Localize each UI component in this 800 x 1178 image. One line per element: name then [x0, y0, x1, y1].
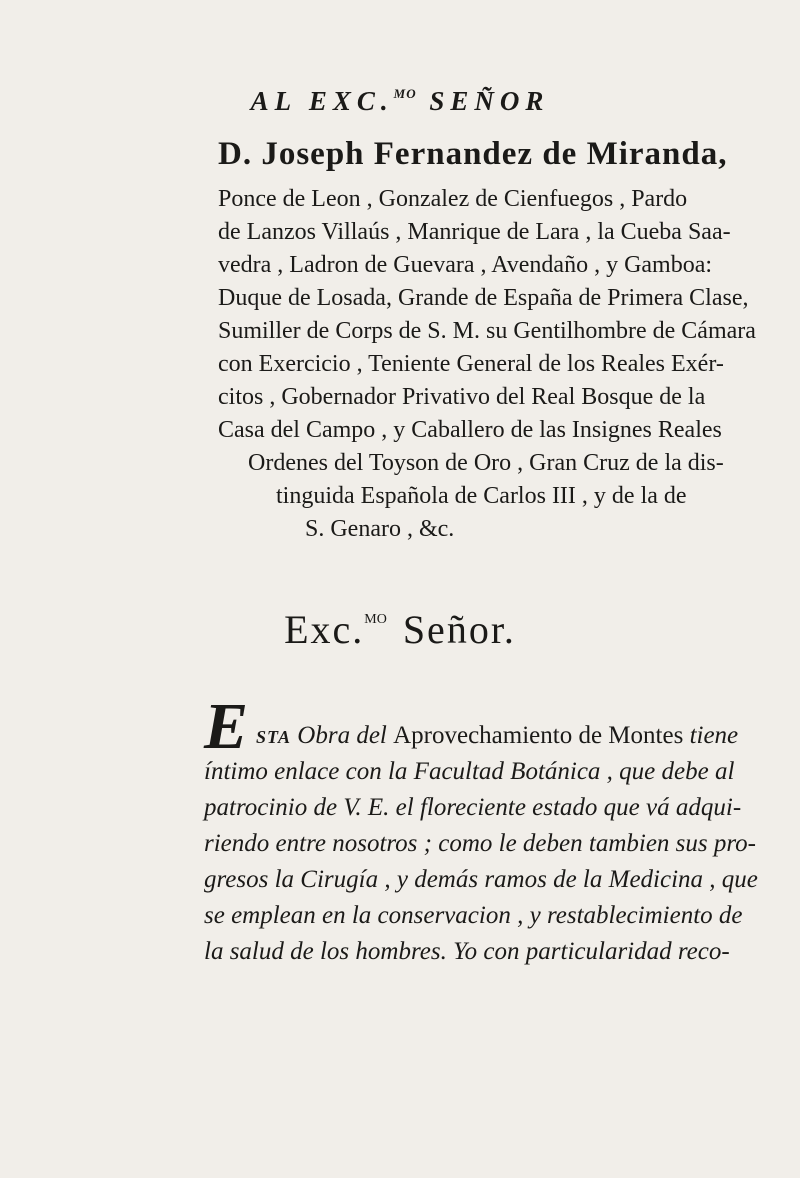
- salutation-prefix: Exc.: [284, 607, 365, 652]
- body-line: íntimo enlace con la Facultad Botánica , que debe al: [204, 758, 735, 785]
- title-line: citos , Gobernador Privativo del Real Bosque de la: [218, 384, 706, 410]
- drop-cap: E: [204, 690, 249, 763]
- dedication-prefix: AL EXC.: [250, 86, 394, 116]
- body-line: se emplean en la conservacion , y restablecimiento de: [204, 902, 743, 929]
- body-line: patrocinio de V. E. el floreciente estado que vá adqui-: [204, 794, 742, 821]
- addressee-name: D. Joseph Fernandez de Miranda,: [218, 136, 728, 172]
- salutation-superscript: MO: [364, 612, 387, 627]
- body-smallcaps: sta: [256, 722, 292, 749]
- body-line: gresos la Cirugía , y demás ramos de la Medicina , que: [204, 866, 758, 893]
- title-line: tinguida Española de Carlos III , y de la de: [276, 483, 687, 509]
- title-line: Duque de Losada, Grande de España de Primera Clase,: [218, 285, 749, 311]
- dedication-heading: [0, 86, 800, 117]
- title-line: S. Genaro , &c.: [305, 516, 455, 542]
- title-line: vedra , Ladron de Guevara , Avendaño , y Gamboa:: [218, 252, 713, 278]
- body-line-first: [256, 722, 738, 750]
- title-line: de Lanzos Villaús , Manrique de Lara , la Cueba Saa-: [218, 219, 731, 245]
- book-title-upright: Aprovechamiento de Montes: [393, 722, 684, 749]
- body-italic-start: Obra del: [297, 722, 387, 749]
- dedication-superscript: MO: [393, 86, 417, 101]
- title-line: Ordenes del Toyson de Oro , Gran Cruz de la dis-: [248, 450, 724, 476]
- salutation: [0, 606, 800, 653]
- body-line: la salud de los hombres. Yo con particularidad reco-: [204, 938, 730, 965]
- title-line: Casa del Campo , y Caballero de las Insignes Reales: [218, 417, 722, 443]
- body-line: riendo entre nosotros ; como le deben tambien sus pro-: [204, 830, 757, 857]
- title-line: con Exercicio , Teniente General de los Reales Exér-: [218, 351, 724, 377]
- salutation-suffix: Señor.: [402, 607, 516, 652]
- dedication-suffix: SEÑOR: [429, 86, 550, 116]
- body-italic-end: tiene: [689, 722, 739, 749]
- title-line: Ponce de Leon , Gonzalez de Cienfuegos , Pardo: [218, 186, 688, 212]
- title-line: Sumiller de Corps de S. M. su Gentilhombre de Cámara: [218, 318, 756, 344]
